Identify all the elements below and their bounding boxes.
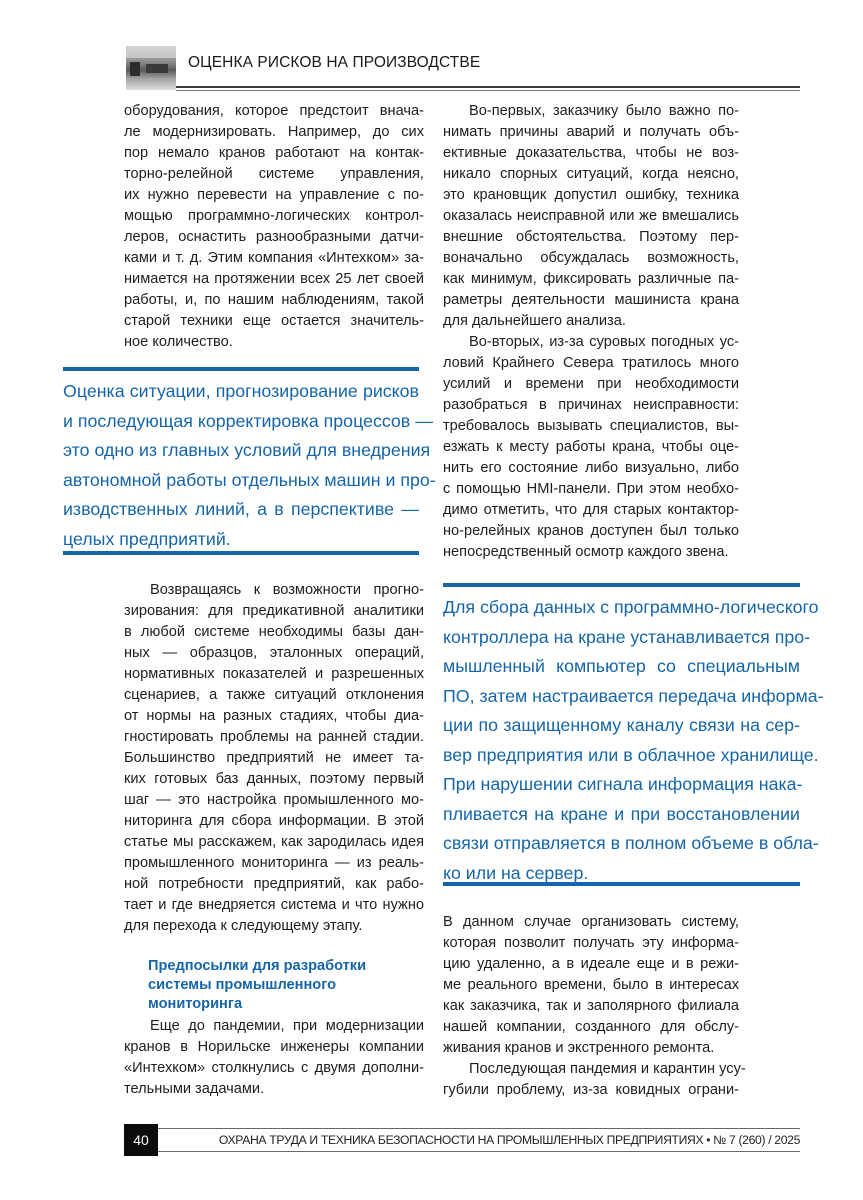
quote-line: автономной работы отдельных машин и про- <box>63 469 436 490</box>
text-line: ное количество. <box>124 334 233 350</box>
text-line: торно-релейной системе управления, <box>124 166 424 182</box>
text-line: их нужно перевести на управление с по- <box>124 187 424 203</box>
text-line: никало спорных ситуаций, когда неясно, <box>443 166 739 182</box>
text-line: шаг — это настройка промышленного мо- <box>124 792 424 808</box>
footer-rule <box>158 1128 800 1129</box>
pull-quote-rule-bottom <box>443 882 800 886</box>
text-line: «Интехком» столкнулись с двумя дополни- <box>124 1060 424 1076</box>
text-line: тельными задачами. <box>124 1081 265 1097</box>
text-line: статье мы расскажем, как зародилась идея <box>124 834 424 850</box>
text-line: но-релейных кранов доступен был только <box>443 523 739 539</box>
running-footer <box>124 1124 800 1156</box>
text-line: в любой системе необходимы базы дан- <box>124 624 424 640</box>
left-paragraph-3 <box>124 1016 424 1100</box>
journal-title: ОХРАНА ТРУДА И ТЕХНИКА БЕЗОПАСНОСТИ НА ПРОМЫШЛЕННЫХ ПРЕДПРИЯТИЯХ • № 7 (260) / 2025 <box>218 1133 800 1147</box>
text-line: для дальнейшего анализа. <box>443 313 626 329</box>
quote-line: ПО, затем настраивается передача информа- <box>443 685 824 706</box>
text-line: требовалось вызывать специалистов, вы- <box>443 418 739 434</box>
text-line: Во-вторых, из-за суровых погодных ус- <box>469 334 739 350</box>
text-line: Во-первых, заказчику было важно по- <box>469 103 739 119</box>
text-line: разобраться в причинах неисправности: <box>443 397 739 413</box>
quote-line: Для сбора данных с программно-логического <box>443 597 819 617</box>
text-line: Большинство предприятий не имеет та- <box>124 750 424 766</box>
text-line: это крановщик допустил ошибку, техника <box>443 187 739 203</box>
text-line: нормативных показателей и разрешенных <box>124 666 424 682</box>
quote-line: это одно из главных условий для внедрения <box>63 440 431 460</box>
text-line: оборудования, которое предстоит внача- <box>124 103 424 119</box>
text-line: В данном случае организовать систему, <box>443 914 739 930</box>
text-line: ких готовых баз данных, поэтому первый <box>124 771 424 787</box>
subheading-line: Предпосылки для разработки <box>148 958 367 974</box>
text-line: живания кранов и экстренного ремонта. <box>443 1040 715 1056</box>
text-line: губили проблему, из-за ковидных ограни- <box>443 1082 739 1098</box>
section-title: ОЦЕНКА РИСКОВ НА ПРОИЗВОДСТВЕ <box>188 54 481 71</box>
quote-line: При нарушении сигнала информация нака- <box>443 774 803 794</box>
text-line: кранов в Норильске инженеры компании <box>124 1039 424 1055</box>
text-line: гностировать проблемы на ранней стадии. <box>124 729 424 745</box>
text-line: как минимум, фиксировать различные па- <box>443 271 739 287</box>
text-line: ме реального времени, было в интересах <box>443 977 739 993</box>
text-line: ных — образцов, эталонных операций, <box>124 645 424 661</box>
left-pull-quote <box>63 377 436 554</box>
pull-quote-rule-top <box>443 583 800 587</box>
footer-rule <box>158 1151 800 1152</box>
text-line: нимается на протяжении всех 25 лет своей <box>124 271 424 287</box>
text-line: воначально обсуждалась возможность, <box>443 250 739 266</box>
quote-line: ции по защищенному каналу связи на сер- <box>443 715 800 735</box>
text-line: ниторинга для сбора информации. В этой <box>124 813 424 829</box>
quote-line: и последующая корректировка процессов — <box>63 410 433 431</box>
header-rule <box>176 86 800 88</box>
running-header <box>124 46 800 90</box>
quote-line: вер предприятия или в облачное хранилище. <box>443 744 819 765</box>
right-paragraph-1 <box>443 101 739 332</box>
text-line: от нормы на разных стадиях, чтобы диа- <box>124 708 424 724</box>
text-line: Возвращаясь к возможности прогно- <box>150 582 424 598</box>
text-line: ле модернизировать. Например, до сих <box>124 124 424 140</box>
text-line: которая позволит получать эту информа- <box>443 935 739 951</box>
text-line: раметры деятельности машиниста крана <box>443 292 739 308</box>
quote-line: изводственных линий, а в перспективе — <box>63 499 419 519</box>
quote-line: мышленный компьютер со специальным <box>443 656 800 676</box>
text-line: ной потребности предприятий, как рабо- <box>124 876 424 892</box>
text-line: нашей компании, созданного для обслу- <box>443 1019 739 1035</box>
section-subheading <box>148 957 424 1014</box>
text-line: пор немало кранов работают на контак- <box>124 145 424 161</box>
text-line: ловий Крайнего Севера тратилось много <box>443 355 739 371</box>
text-line: тает и где внедряется система и что нужно <box>124 897 424 913</box>
pull-quote-rule-top <box>63 367 419 371</box>
text-line: сценариев, а также ситуаций отклонения <box>124 687 424 703</box>
text-line: нимать причины аварий и получать объ- <box>443 124 739 140</box>
text-line: цию удаленно, а в идеале еще и в режи- <box>443 956 739 972</box>
text-line: как заказчика, так и заполярного филиала <box>443 998 739 1014</box>
text-line: усилий и времени при необходимости <box>443 376 739 392</box>
text-line: ективные доказательства, чтобы не воз- <box>443 145 739 161</box>
subheading-line: мониторинга <box>148 996 243 1012</box>
quote-line: ко или на сервер. <box>443 862 589 883</box>
text-line: с помощью HMI-панели. При этом необхо- <box>443 481 739 497</box>
text-line: Еще до пандемии, при модернизации <box>150 1018 424 1034</box>
right-pull-quote <box>443 593 824 888</box>
quote-line: пливается на кране и при восстановлении <box>443 803 800 824</box>
text-line: для перехода к следующему этапу. <box>124 918 363 934</box>
right-paragraph-2 <box>443 332 739 563</box>
text-line: оказалась неисправной или же вмешались <box>443 208 739 224</box>
right-paragraph-3 <box>443 912 739 1059</box>
text-line: Последующая пандемия и карантин усу- <box>469 1061 746 1077</box>
text-line: работы, и, по нашим наблюдениям, такой <box>124 292 424 308</box>
pull-quote-rule-bottom <box>63 551 419 555</box>
text-line: зирования: для предикативной аналитики <box>124 603 424 619</box>
right-paragraph-4 <box>443 1059 746 1101</box>
text-line: непосредственный осмотр каждого звена. <box>443 544 729 560</box>
header-rule-thin <box>176 90 800 91</box>
quote-line: связи отправляется в полном объеме в обла- <box>443 833 819 853</box>
quote-line: целых предприятий. <box>63 528 231 549</box>
text-line: промышленного мониторинга — из реаль- <box>124 855 424 871</box>
section-thumbnail-photo <box>126 46 176 90</box>
page-number: 40 <box>124 1124 158 1156</box>
text-line: старой техники еще остается значитель- <box>124 313 424 329</box>
text-line: мощью программно-логических контрол- <box>124 208 424 224</box>
text-line: езжать к месту работы крана, чтобы оце- <box>443 439 739 455</box>
text-line: внешние обстоятельства. Поэтому пер- <box>443 229 739 245</box>
text-line: леров, оснастить разнообразными датчи- <box>124 229 424 245</box>
text-line: нить его состояние либо визуально, либо <box>443 460 739 476</box>
text-line: ками и т. д. Этим компания «Интехком» за- <box>124 250 424 266</box>
left-intro-paragraph <box>124 101 424 353</box>
subheading-line: системы промышленного <box>148 977 337 993</box>
text-line: димо отметить, что для старых контактор- <box>443 502 739 518</box>
left-paragraph-2 <box>124 580 424 937</box>
quote-line: Оценка ситуации, прогнозирование рисков <box>63 381 419 401</box>
quote-line: контроллера на кране устанавливается про- <box>443 626 811 647</box>
